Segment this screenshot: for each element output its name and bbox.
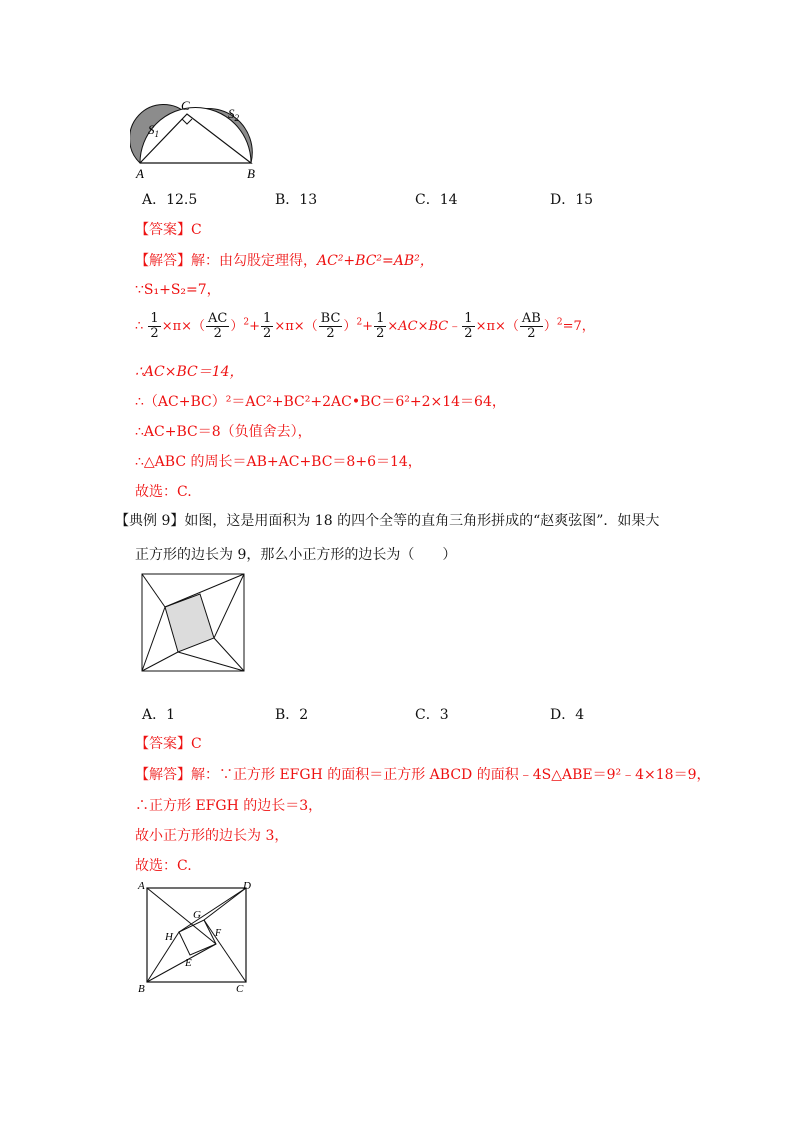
op-text: ×π×（ <box>475 319 519 334</box>
frac-num: AC <box>208 311 228 326</box>
op-text: ×π×（ <box>274 319 318 334</box>
figure-semicircles <box>130 92 280 184</box>
solution-text: 解：由勾股定理得， <box>191 253 317 269</box>
label-c: C <box>181 98 190 113</box>
q8-answer <box>135 220 202 240</box>
op-text: ×π×（ <box>161 319 206 334</box>
q8-option-b: B．13 <box>275 192 318 208</box>
q8-solution-line-7: ∴△ABC 的周长＝AB+AC+BC＝8+6＝14， <box>135 454 422 470</box>
label-a: A <box>138 880 145 892</box>
q9-option-a: A．1 <box>142 707 176 723</box>
label-d: D <box>243 880 251 892</box>
op-text: ×AC×BC﹣ <box>387 319 462 334</box>
frac-num: AB <box>521 311 541 326</box>
q9-question-line-2: 正方形的边长为 9，那么小正方形的边长为（ ） <box>135 547 457 563</box>
q8-solution-line-3 <box>135 312 595 341</box>
q9-option-d: D．4 <box>550 707 585 723</box>
q8-option-c: C．14 <box>415 192 458 208</box>
label-a: A <box>136 166 144 181</box>
q8-solution-line-4: ∴AC×BC＝14， <box>135 364 244 380</box>
fraction-line-tail: =7， <box>562 319 595 334</box>
q9-solution-line-1 <box>135 765 710 785</box>
q8-solution-line-1 <box>135 251 434 271</box>
frac-num: 1 <box>263 311 272 326</box>
segment <box>204 920 246 982</box>
label-b: B <box>138 983 145 995</box>
fraction-ab-2 <box>520 312 543 341</box>
answer-tag: 【答案】 <box>135 222 191 238</box>
frac-den: 2 <box>150 326 159 341</box>
frac-den: 2 <box>527 326 536 341</box>
op-text: ）$^2$+ <box>343 317 374 334</box>
solution-tag: 【解答】 <box>135 253 191 269</box>
label-s1: $S_1$ <box>148 122 159 139</box>
fraction-half-2 <box>261 312 273 341</box>
segment <box>147 944 216 982</box>
fraction-half-4 <box>462 312 474 341</box>
label-e: E <box>185 957 192 969</box>
label-b: B <box>247 166 255 181</box>
q8-option-a: A．12.5 <box>142 192 198 208</box>
fraction-bc-2 <box>319 312 343 341</box>
frac-num: BC <box>320 311 341 326</box>
q8-solution-line-8: 故选：C. <box>135 484 192 500</box>
segment <box>204 888 246 920</box>
segment <box>147 888 216 944</box>
frac-num: 1 <box>376 311 385 326</box>
frac-den: 2 <box>326 326 335 341</box>
q9-solution-line-3: 故小正方形的边长为 3， <box>135 828 289 844</box>
q8-solution-line-5: ∴（AC+BC）²＝AC²+BC²+2AC•BC＝6²+2×14＝64， <box>135 394 506 410</box>
figure-abcd-square <box>135 878 260 998</box>
fraction-half-3 <box>374 312 386 341</box>
op-text: ）$^2$+ <box>230 317 261 334</box>
q8-option-d: D．15 <box>550 192 594 208</box>
example-tag: 【典例 9】 <box>115 513 185 529</box>
q8-solution-line-2: ∵S₁+S₂=7， <box>135 282 221 298</box>
answer-value: C <box>191 736 202 752</box>
q8-solution-line-6: ∴AC+BC＝8（负值舍去）， <box>135 424 312 440</box>
q9-solution-line-4: 故选：C. <box>135 858 192 874</box>
figure-zhao-shuang <box>140 572 246 674</box>
label-c: C <box>236 983 244 995</box>
op-text: ）$^2$ <box>543 317 563 334</box>
frac-den: 2 <box>464 326 473 341</box>
frac-num: 1 <box>464 311 473 326</box>
label-g: G <box>193 909 201 921</box>
q9-question-line-1 <box>115 511 659 531</box>
answer-value: C <box>191 222 202 238</box>
segment <box>147 932 179 982</box>
q9-answer <box>135 734 202 754</box>
therefore-sign: ∴ <box>135 319 144 334</box>
label-f: F <box>215 928 222 939</box>
frac-num: 1 <box>150 311 159 326</box>
answer-tag: 【答案】 <box>135 736 191 752</box>
square-efgh <box>179 920 216 955</box>
frac-den: 2 <box>376 326 385 341</box>
question-text: 如图，这是用面积为 18 的四个全等的直角三角形拼成的“赵爽弦图”．如果大 <box>184 513 660 529</box>
frac-den: 2 <box>263 326 272 341</box>
solution-tag: 【解答】 <box>135 767 191 783</box>
solution-text: 解：∵正方形 EFGH 的面积＝正方形 ABCD 的面积﹣4S△ABE＝9²﹣4×18＝9， <box>191 767 711 783</box>
frac-den: 2 <box>213 326 222 341</box>
segment <box>179 888 246 932</box>
label-h: H <box>165 931 173 943</box>
square-abcd <box>147 888 246 982</box>
solution-formula: AC²+BC²=AB²， <box>317 253 434 269</box>
label-s2: $S_2$ <box>228 106 239 123</box>
q9-option-c: C．3 <box>415 707 449 723</box>
fraction-half-1 <box>148 312 160 341</box>
q9-solution-line-2: ∴正方形 EFGH 的边长＝3， <box>135 798 323 814</box>
fraction-ac-2 <box>206 312 229 341</box>
q9-option-b: B．2 <box>275 707 309 723</box>
